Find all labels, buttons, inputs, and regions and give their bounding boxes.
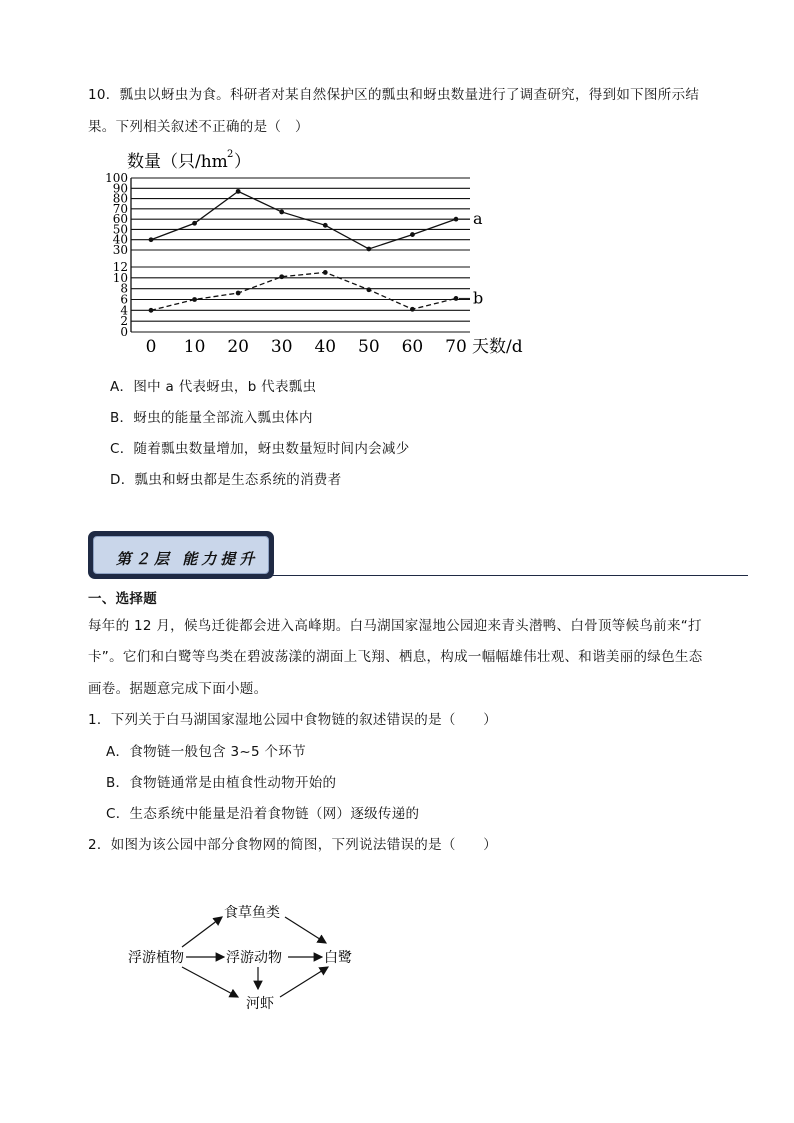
intro-line1: 每年的 12 月，候鸟迁徙都会进入高峰期。白马湖国家湿地公园迎来青头潜鸭、白骨顶等候鸟前来“打 [88, 618, 702, 634]
level-banner [88, 531, 274, 579]
node-zooplankton: 浮游动物 [226, 950, 282, 966]
x-tick-label: 30 [270, 337, 293, 357]
data-point-a [279, 210, 284, 215]
chart-xlabel: 天数/d [472, 337, 523, 357]
y-tick-label: 80 [112, 191, 128, 206]
y-tick-label: 6 [120, 292, 128, 307]
q1-option-b: B．食物链通常是由植食性动物开始的 [106, 775, 337, 791]
intro-line3: 画卷。据题意完成下面小题。 [88, 681, 268, 697]
data-point-b [279, 274, 284, 279]
data-point-a [323, 223, 328, 228]
y-tick-label: 50 [112, 222, 128, 237]
data-point-a [366, 247, 371, 252]
arrow-fish-egret [285, 917, 326, 943]
y-tick-label: 60 [112, 212, 128, 227]
q1-option-a: A．食物链一般包含 3~5 个环节 [106, 744, 306, 760]
data-point-b [236, 291, 241, 296]
x-tick-label: 0 [145, 337, 157, 357]
y-tick-label: 8 [120, 281, 128, 296]
node-egret: 白鹭 [324, 950, 352, 966]
q2-stem: 2．如图为该公园中部分食物网的简图，下列说法错误的是（ ） [88, 837, 498, 853]
q10-option-a: A．图中 a 代表蚜虫，b 代表瓢虫 [110, 379, 317, 395]
data-point-b [454, 296, 459, 301]
q10-stem-line1: 10．瓢虫以蚜虫为食。科研者对某自然保护区的瓢虫和蚜虫数量进行了调查研究，得到如下图所示结 [88, 87, 700, 103]
q1-stem: 1．下列关于白马湖国家湿地公园中食物链的叙述错误的是（ ） [88, 712, 498, 728]
chart-ylabel-close: ） [234, 152, 251, 172]
banner-rule [270, 575, 748, 576]
x-tick-label: 40 [314, 337, 337, 357]
q10-option-b: B．蚜虫的能量全部流入瓢虫体内 [110, 410, 313, 426]
population-line-chart [100, 145, 540, 365]
y-tick-label: 10 [112, 270, 128, 285]
q10-option-d: D．瓢虫和蚜虫都是生态系统的消费者 [110, 472, 342, 488]
x-tick-label: 10 [183, 337, 206, 357]
chart-ylabel-text: 数量（只/hm [127, 152, 228, 172]
series-label-a: a [473, 209, 483, 229]
q10-option-c: C．随着瓢虫数量增加，蚜虫数量短时间内会减少 [110, 441, 410, 457]
data-point-a [410, 232, 415, 237]
data-point-b [410, 307, 415, 312]
chart-ylabel-superscript: 2 [227, 149, 234, 160]
data-point-a [149, 237, 154, 242]
y-tick-label: 0 [120, 325, 128, 339]
q10-stem-line2: 果。下列相关叙述不正确的是（ ） [88, 119, 309, 135]
data-point-b [149, 308, 154, 313]
x-tick-label: 70 [445, 337, 467, 357]
node-producer: 浮游植物 [128, 950, 184, 966]
x-tick-label: 20 [227, 337, 249, 357]
y-tick-label: 2 [120, 314, 128, 329]
arrow-producer-shrimp [182, 967, 238, 997]
level-banner-title: 第２层 能力提升 [116, 550, 259, 568]
arrow-shrimp-egret [280, 967, 328, 997]
x-tick-label: 60 [401, 337, 424, 357]
node-herbivore-fish: 食草鱼类 [224, 905, 280, 921]
y-tick-label: 100 [105, 171, 128, 185]
y-tick-label: 90 [112, 181, 128, 196]
data-point-a [236, 189, 241, 194]
x-tick-label: 50 [358, 337, 380, 357]
q1-option-c: C．生态系统中能量是沿着食物链（网）逐级传递的 [106, 806, 420, 822]
chart-ylabel [127, 149, 251, 172]
data-point-a [192, 221, 197, 226]
y-tick-label: 40 [112, 232, 128, 247]
level-banner-inner [93, 536, 269, 574]
node-shrimp: 河虾 [246, 996, 274, 1012]
data-point-a [454, 217, 459, 222]
intro-line2: 卡”。它们和白鹭等鸟类在碧波荡漾的湖面上飞翔、栖息，构成一幅幅雄伟壮观、和谐美丽的绿色生态 [88, 649, 703, 665]
section-heading: 一、选择题 [88, 591, 157, 607]
data-point-b [323, 270, 328, 275]
series-line-a [151, 191, 456, 249]
y-tick-label: 70 [112, 201, 128, 216]
data-point-b [366, 287, 371, 292]
series-label-b: b [473, 288, 484, 308]
data-point-b [192, 297, 197, 302]
food-web-diagram [120, 895, 380, 1025]
y-tick-label: 12 [112, 260, 128, 274]
y-tick-label: 4 [120, 303, 128, 318]
y-tick-label: 30 [112, 243, 128, 257]
arrow-producer-fish [182, 917, 222, 947]
